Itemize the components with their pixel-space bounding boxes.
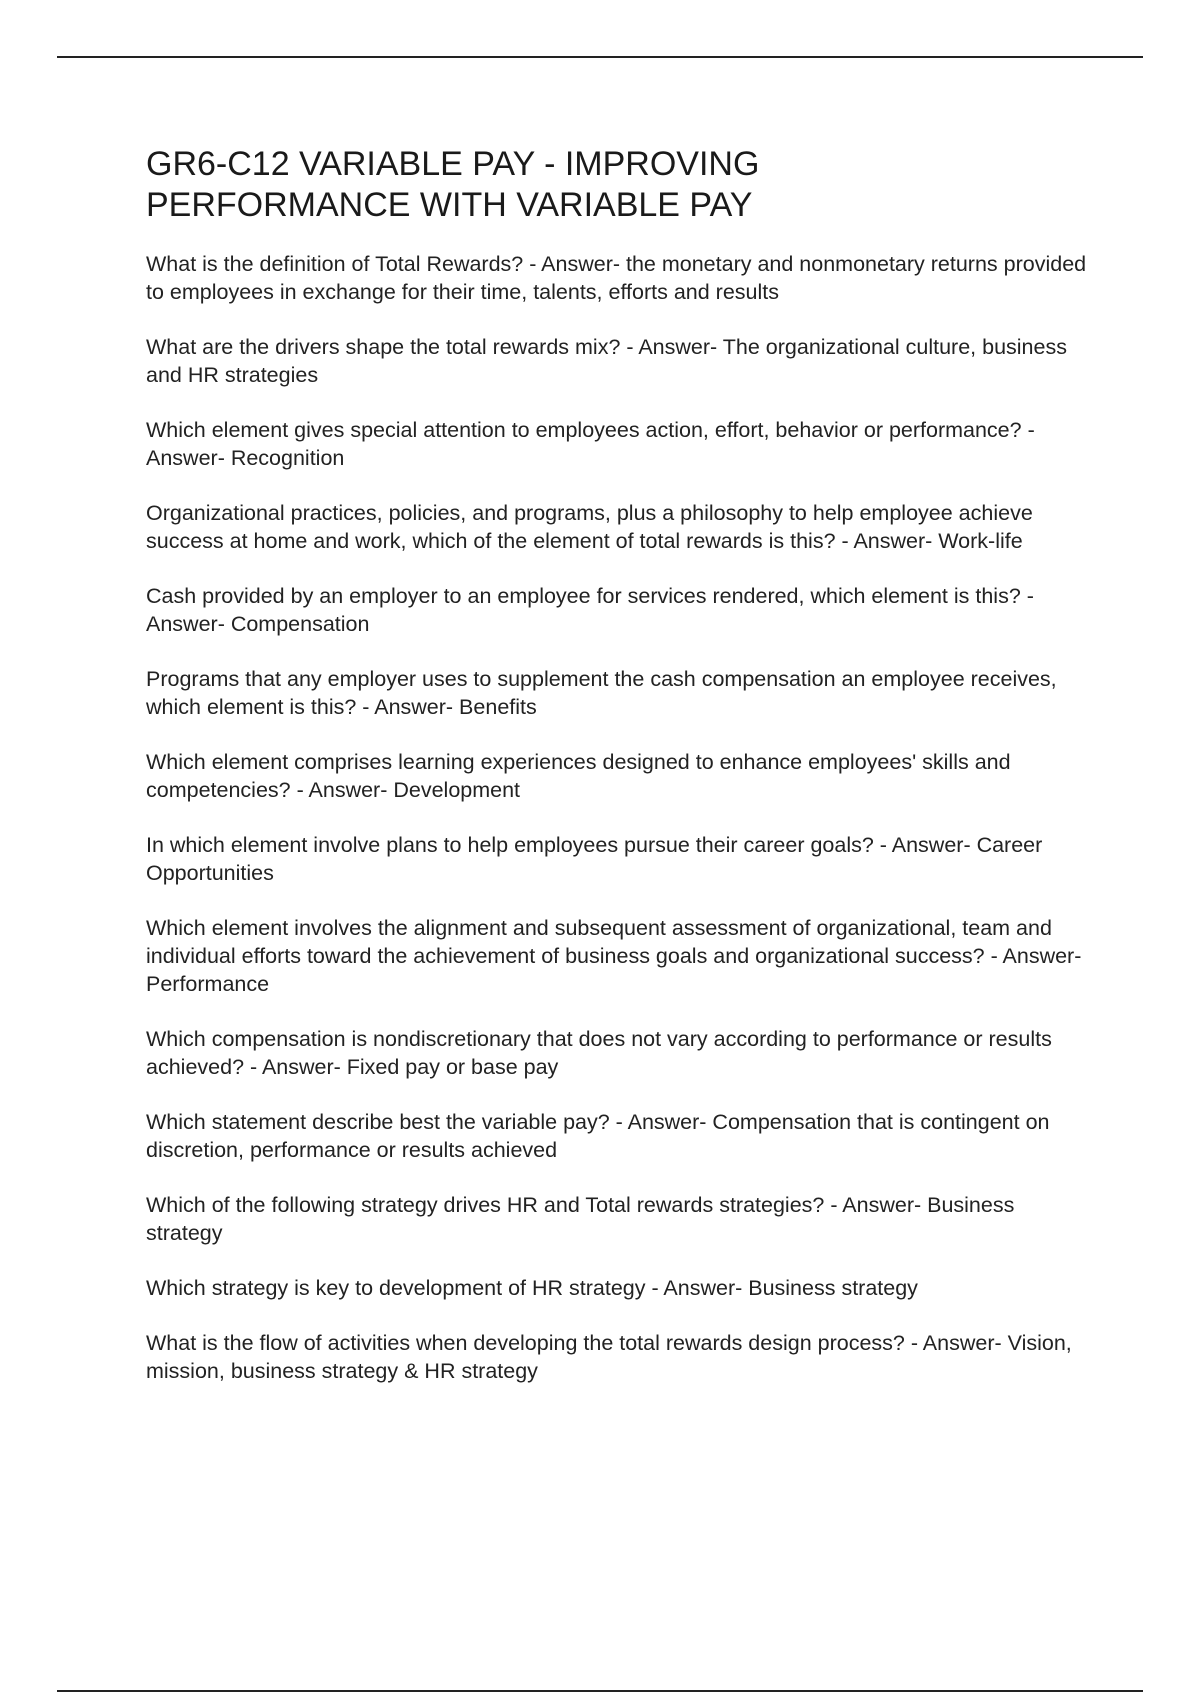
qa-item: Cash provided by an employer to an employee for services rendered, which element is this? - Answer- Compensation <box>146 584 1034 636</box>
qa-item: Which element involves the alignment and subsequent assessment of organizational, team and individual efforts toward the achievement of business goals and organizational success? - Answer- Performance <box>146 916 1082 996</box>
qa-item: Which element gives special attention to employees action, effort, behavior or performance? - Answer- Recognition <box>146 418 1035 470</box>
qa-item: Which compensation is nondiscretionary that does not vary according to performance or results achieved? - Answer- Fixed pay or base pay <box>146 1027 1052 1079</box>
document-body <box>146 144 1096 1412</box>
document-title <box>146 144 1096 226</box>
qa-item: Which element comprises learning experiences designed to enhance employees' skills and competencies? - Answer- Development <box>146 750 1011 802</box>
bottom-rule <box>57 1690 1143 1692</box>
qa-item: Programs that any employer uses to supplement the cash compensation an employee receives, which element is this? - Answer- Benefits <box>146 667 1057 719</box>
qa-item: Which statement describe best the variable pay? - Answer- Compensation that is contingent on discretion, performance or results achieved <box>146 1110 1050 1162</box>
top-rule <box>57 56 1143 58</box>
qa-item: What is the flow of activities when developing the total rewards design process? - Answer- Vision, mission, business strategy & HR strategy <box>146 1331 1072 1383</box>
qa-item: What are the drivers shape the total rewards mix? - Answer- The organizational culture, business and HR strategies <box>146 335 1067 387</box>
qa-item: What is the definition of Total Rewards? - Answer- the monetary and nonmonetary returns provided to employees in exchange for their time, talents, efforts and results <box>146 252 1087 304</box>
qa-item: Which of the following strategy drives HR and Total rewards strategies? - Answer- Business strategy <box>146 1193 1015 1245</box>
qa-item: Organizational practices, policies, and programs, plus a philosophy to help employee achieve success at home and work, which of the element of total rewards is this? - Answer- Work-life <box>146 501 1033 553</box>
qa-item: In which element involve plans to help employees pursue their career goals? - Answer- Career Opportunities <box>146 833 1043 885</box>
qa-list <box>146 250 1096 1385</box>
title-line-2: PERFORMANCE WITH VARIABLE PAY <box>146 186 753 224</box>
title-line-1: GR6-C12 VARIABLE PAY - IMPROVING <box>146 145 760 183</box>
qa-item: Which strategy is key to development of HR strategy - Answer- Business strategy <box>146 1276 918 1300</box>
